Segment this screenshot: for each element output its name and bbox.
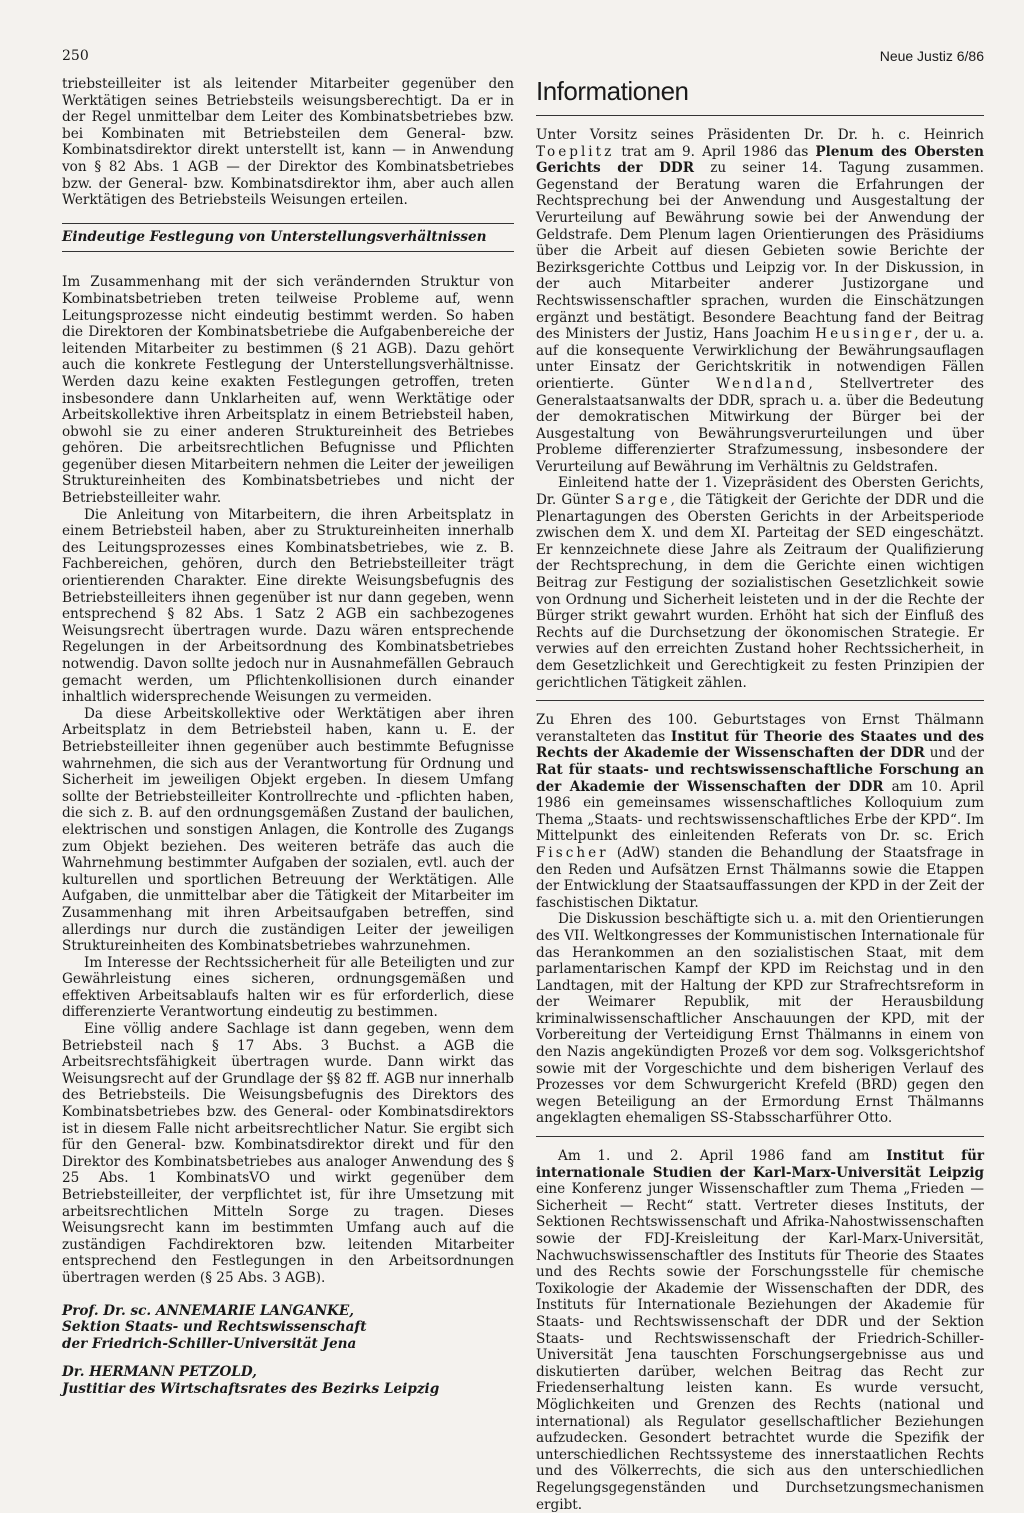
left-column xyxy=(62,76,514,1398)
person-name: Heusinger xyxy=(815,326,915,343)
person-name: Fischer xyxy=(536,844,609,861)
author-affiliation: Sektion Staats- und Rechtswissenschaft xyxy=(62,1319,367,1336)
section-heading: Eindeutige Festlegung von Unterstellungsverhältnissen xyxy=(62,223,514,253)
page-header xyxy=(62,30,984,64)
paragraph: Da diese Arbeitskollektive oder Werktätigen aber ihren Arbeitsplatz in dem Betriebsteil haben, kann u. E. der Betriebsteilleiter ihnen gegenüber auch bestimmte Befugnisse wahrnehmen, die sich aus der Verantwortung für Ordnung und Sicherheit im jeweiligen Objekt ergeben. In diesem Umfang sollte der Betriebsteilleiter Kontrollrechte und -pflichten haben, die sich z. B. auf den ordnungsgemäßen Zustand der baulichen, elektrischen und sonstigen Anlagen, die Kontrolle des Zugangs zum Objekt beziehen. Des weiteren beträfe das auch die Wahrnehmung bestimmter Aufgaben der sozialen, evtl. auch der kulturellen und sportlichen Betreuung der Werktätigen. Alle Aufgaben, die unmittelbar aber die Tätigkeit der Mitarbeiter im Zusammenhang mit ihren Arbeitsaufgaben betreffen, sind allerdings nur durch die zuständigen Leiter der jeweiligen Struktureinheiten des Kombinatsbetriebes wahrzunehmen. xyxy=(62,705,514,955)
person-name: Toeplitz xyxy=(536,143,615,160)
divider xyxy=(536,1136,984,1137)
paragraph: Im Zusammenhang mit der sich verändernden Struktur von Kombinatsbetrieben treten teilweise Probleme auf, wenn Leitungsprozesse nicht eindeutig bestimmt werden. So haben die Direktoren der Kombinatsbetriebe die Aufgabenbereiche der leitenden Mitarbeiter zu bestimmen (§ 21 AGB). Dazu gehört auch die konkrete Festlegung der Unterstellungsverhältnisse. Werden dazu keine exakten Festlegungen getroffen, treten insbesondere dann Unklarheiten auf, wenn Werktätige oder Arbeitskollektive ihren Arbeitsplatz in einem Betriebsteil haben, obwohl sie zu einer anderen Struktureinheit des Betriebes gehören. Die arbeitsrechtlichen Befugnisse und Pflichten gegenüber diesen Mitarbeitern nehmen die Leiter der jeweiligen Struktureinheiten des Kombinatsbetriebes und nicht der Betriebsteilleiter wahr. xyxy=(62,274,514,507)
author-affiliation: Justitiar des Wirtschaftsrates des Bezirks Leipzig xyxy=(62,1380,440,1397)
right-column xyxy=(536,76,984,1513)
person-name: Sarge xyxy=(614,492,671,509)
news-item-konferenz: Am 1. und 2. April 1986 fand am Institut für internationale Studien der Karl-Marx-Universität Leipzig eine Konferenz junger Wissenschaftler zum Thema „Frieden — Sicherheit — Recht“ statt. Vertreter dieses Instituts, der Sektionen Rechtswissenschaft und Afrika-Nahostwissenschaften sowie der FDJ-Kreisleitung der Karl-Marx-Universität, Nachwuchswissenschaftler des Instituts für Theorie des Staates und des Rechts sowie der Forschungsstelle für chemische Toxikologie der Akademie der Wissenschaften der DDR, des Instituts für Internationale Beziehungen der Akademie für Staats- und Rechtswissenschaft der DDR und der Sektion Staats- und Rechtswissenschaft der Friedrich-Schiller-Universität Jena tauschten Forschungsergebnisse aus und diskutierten darüber, welchen Beitrag das Recht zur Friedenserhaltung leisten kann. Es wurde versucht, Möglichkeiten und Grenzen des Rechts (national und international) als Regulator gesellschaftlicher Beziehungen aufzudecken. Gesondert betrachtet wurde die Spezifik der unterschiedlichen Rechtssysteme des innerstaatlichen Rechts und des Völkerrechts, die sich aus den unterschiedlichen Regelungsgegenständen und Durchsetzungsmechanismen ergibt. xyxy=(536,1148,985,1513)
divider xyxy=(536,700,984,701)
paragraph: Eine völlig andere Sachlage ist dann gegeben, wenn dem Betriebsteil nach § 17 Abs. 3 Buchst. a AGB die Arbeitsrechtsfähigkeit übertragen wurde. Dann wirkt das Weisungsrecht auf der Grundlage der §§ 82 ff. AGB nur innerhalb des Betriebsteils. Die Weisungsbefugnis des Direktors des Kombinatsbetriebes bzw. des General- oder Kombinatsdirektors ist in diesem Falle nicht arbeitsrechtlicher Natur. Sie ergibt sich für den General- bzw. Kombinatsdirektor direkt und für den Direktor des Kombinatsbetriebes aus analoger Anwendung des § 25 Abs. 1 KombinatsVO und wirkt gegenüber dem Betriebsteilleiter, der verpflichtet ist, für ihre Umsetzung mit arbeitsrechtlichen Mitteln Sorge zu tragen. Dieses Weisungsrecht kann im bestimmten Umfang auch auf die zuständigen Fachdirektoren bzw. leitenden Mitarbeiter entsprechend den Festlegungen in den Arbeitsordnungen übertragen werden (§ 25 Abs. 3 AGB). xyxy=(62,1021,514,1286)
institution-name: Institut für Theorie des Staates und des Rechts der Akademie der Wissenschaften der DDR xyxy=(536,728,984,762)
institution-name: Institut für internationale Studien der Karl-Marx-Universität Leipzig xyxy=(536,1148,985,1181)
author-name: Prof. Dr. sc. ANNEMARIE LANGANKE, xyxy=(62,1302,354,1319)
author-name: Dr. HERMANN PETZOLD, xyxy=(62,1364,257,1381)
paragraph: Die Anleitung von Mitarbeitern, die ihren Arbeitsplatz in einem Betriebsteil haben, aber zu Struktureinheiten innerhalb des Leitungsprozesses eines Kombinatsbetriebes, wie z. B. Fachbereichen, gehören, durch den Betriebsteilleiter trägt orientierenden Charakter. Eine direkte Weisungsbefugnis des Betriebsteilleiters ihnen gegenüber ist nur dann gegeben, wenn entsprechend § 82 Abs. 1 Satz 2 AGB ein sachbezogenes Weisungsrecht übertragen wurde. Dazu wären entsprechende Regelungen in der Arbeitsordnung des Kombinatsbetriebes notwendig. Davon sollte jedoch nur in Ausnahmefällen Gebrauch gemacht werden, um Pflichtenkollisionen durch einander inhaltlich widersprechende Weisungen zu vermeiden. xyxy=(62,506,514,706)
author-affiliation: der Friedrich-Schiller-Universität Jena xyxy=(62,1335,357,1352)
paragraph: Im Interesse der Rechtssicherheit für alle Beteiligten und zur Gewährleistung eines sicheren, ordnungsgemäßen und effektiven Arbeitsablaufs halten wir es für erforderlich, diese differenzierte Verantwortung eindeutig zu bestimmen. xyxy=(62,954,514,1021)
news-item-plenum: Unter Vorsitz seines Präsidenten Dr. Dr. h. c. Heinrich Toeplitz trat am 9. April 1986 das Plenum des Obersten Gerichts der DDR zu seiner 14. Tagung zusammen. Gegenstand der Beratung waren die Erfahrungen der Rechtsprechung bei der Anwendung und Ausgestaltung der Verurteilung auf Bewährung sowie bei der Anwendung der Geldstrafe. Dem Plenum lagen Orientierungen des Präsidiums über die Arbeit auf diesen Gebieten sowie Berichte der Bezirksgerichte Cottbus und Leipzig vor. In der Diskussion, in der auch Mitarbeiter anderer Justizorgane und Rechtswissenschaftler sprachen, wurden die Einschätzungen ergänzt und bestätigt. Besondere Beachtung fand der Beitrag des Ministers der Justiz, Hans Joachim Heusinger, der u. a. auf die konsequente Verwirklichung der Bewährungsauflagen unter Einsatz der Gerichtskritik in notwendigen Fällen orientierte. Günter Wendland, Stellvertreter des Generalstaatsanwalts der DDR, sprach u. a. über die Bedeutung der demokratischen Mitwirkung der Bürger bei der Ausgestaltung von Bewährungsverurteilungen und über Probleme differenzierter Strafzumessung, insbesondere der Verurteilung auf Bewährung im Verhältnis zu Geldstrafen. xyxy=(536,127,984,475)
section-title: Informationen xyxy=(536,76,689,106)
person-name: Wendland xyxy=(716,375,809,392)
paragraph: triebsteilleiter ist als leitender Mitarbeiter gegenüber den Werktätigen seines Betriebsteils weisungsberechtigt. Da er in der Regel unmittelbar dem Leiter des Kombinatsbetriebes bzw. bei Kombinaten mit Betriebsteilen dem General- bzw. Kombinatsdirektor direkt unterstellt ist, kann — in Anwendung von § 82 Abs. 1 AGB — der Direktor des Kombinatsbetriebes bzw. der General- bzw. Kombinatsdirektor ihm, aber auch allen Werktätigen des Betriebsteils Weisungen erteilen. xyxy=(62,76,514,209)
page-number: 250 xyxy=(62,48,89,64)
institution-name: Rat für staats- und rechtswissenschaftliche Forschung an der Akademie der Wissenschaften der DDR xyxy=(536,761,984,795)
paragraph: Einleitend hatte der 1. Vizepräsident des Obersten Gerichts, Dr. Günter Sarge, die Tätigkeit der Gerichte der DDR und die Plenartagungen des Obersten Gerichts in der Arbeitsperiode zwischen dem X. und dem XI. Parteitag der SED eingeschätzt. Er kennzeichnete diese Jahre als Zeitraum der Qualifizierung der Rechtsprechung, in dem die Gerichte einen wichtigen Beitrag zur Festigung der sozialistischen Gesetzlichkeit sowie von Ordnung und Sicherheit leisteten und in der die Rechte der Bürger strikt gewahrt wurden. Erhöht hat sich der Einfluß des Rechts auf die Durchsetzung der ökonomischen Strategie. Er verwies auf den erreichten Zustand hoher Rechtssicherheit, in dem Gesetzlichkeit und Gerechtigkeit zu festen Prinzipien der gerichtlichen Tätigkeit zählen. xyxy=(536,475,984,691)
author-block-langanke xyxy=(62,1303,514,1398)
divider xyxy=(536,115,984,116)
news-item-kolloquium: Zu Ehren des 100. Geburtstages von Ernst Thälmann veranstalteten das Institut für Theorie des Staates und des Rechts der Akademie der Wissenschaften der DDR und der Rat für staats- und rechtswissenschaftliche Forschung an der Akademie der Wissenschaften der DDR am 10. April 1986 ein gemeinsames wissenschaftliches Kolloquium zum Thema „Staats- und rechtswissenschaftliches Erbe der KPD“. Im Mittelpunkt des einleitenden Referats von Dr. sc. Erich Fischer (AdW) standen die Behandlung der Staatsfrage in den Reden und Aufsätzen Ernst Thälmanns sowie die Etappen der Entwicklung der Staatsauffassungen der KPD in der Zeit der faschistischen Diktatur. xyxy=(536,712,985,911)
journal-issue: Neue Justiz 6/86 xyxy=(879,48,984,64)
institution-name: Plenum des Obersten Gerichts der DDR xyxy=(536,143,984,177)
paragraph: Die Diskussion beschäftigte sich u. a. mit den Orientierungen des VII. Weltkongresses der Kommunistischen Internationale für das Herankommen an den sozialistischen Staat, mit dem parlamentarischen Kampf der KPD im Reichstag und in den Landtagen, mit der Haltung der KPD zur Strafrechtsreform in der Weimarer Republik, mit der Herausbildung kriminalwissenschaftlicher Anschauungen der KPD, mit der Vorbereitung der Verteidigung Ernst Thälmanns in einem von den Nazis angekündigten Prozeß vor dem sog. Volksgerichtshof sowie mit der Vorgeschichte und dem bisherigen Verlauf des Prozesses vor dem Schwurgericht Krefeld (BRD) gegen den wegen Beteiligung an der Ermordung Ernst Thälmanns angeklagten ehemaligen SS-Stabsscharführer Otto. xyxy=(536,911,984,1127)
